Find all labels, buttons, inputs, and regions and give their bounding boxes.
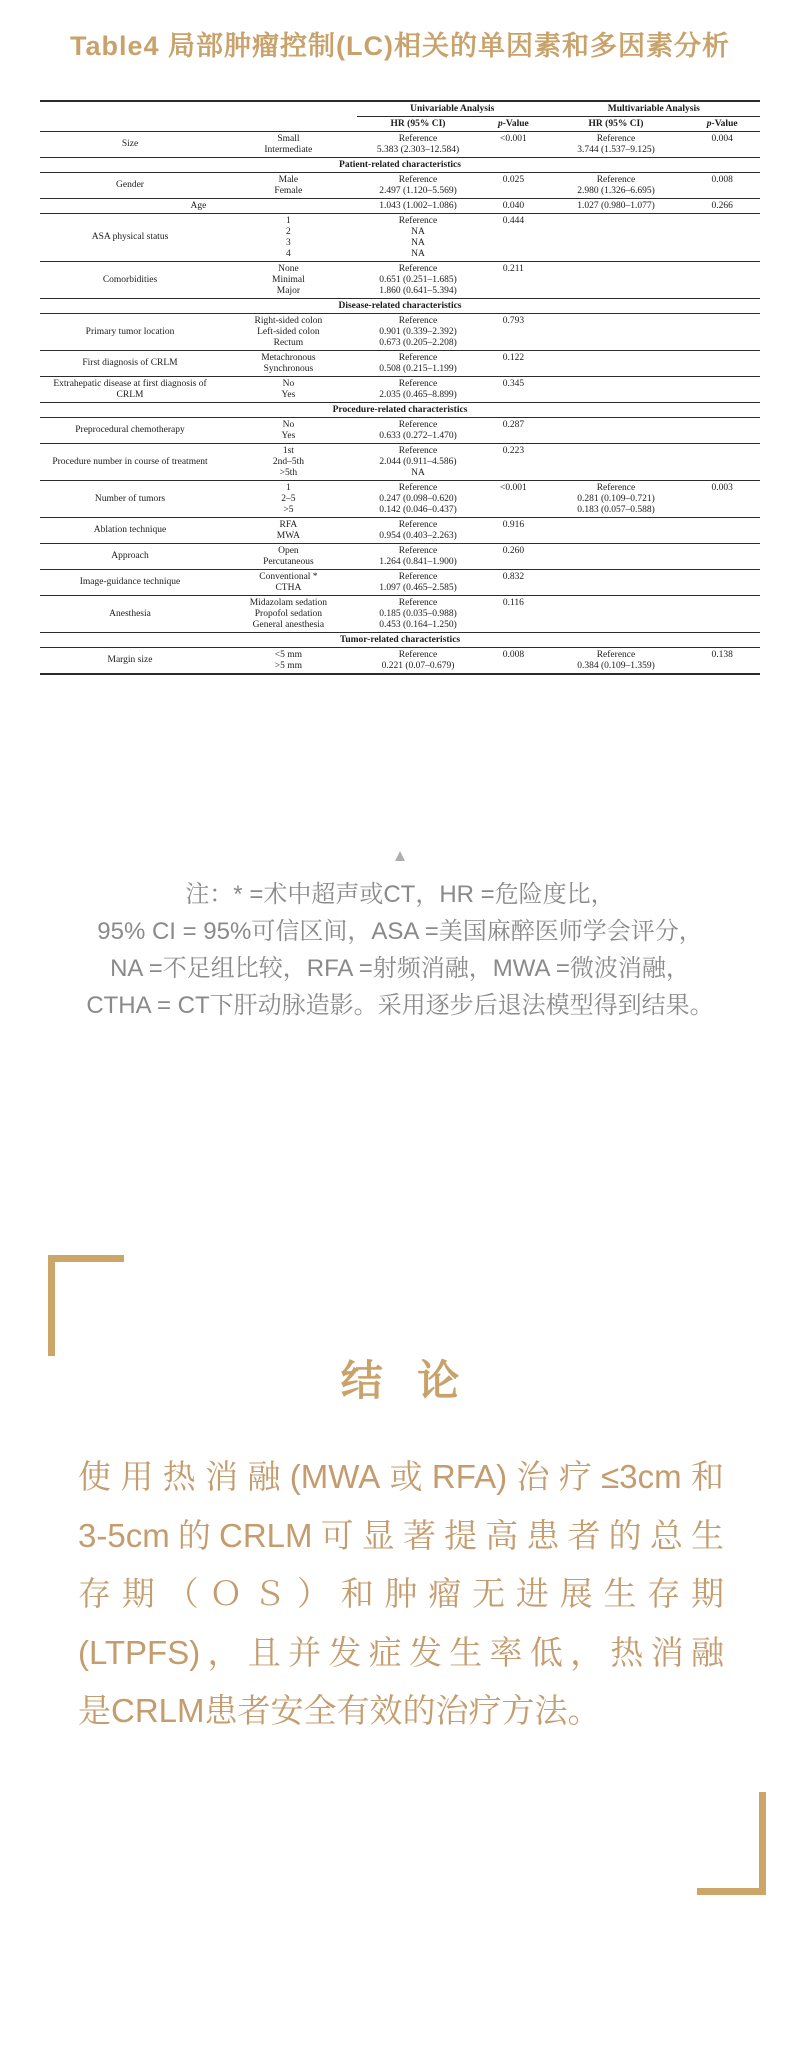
footnote-line: CTHA = CT下肝动脉造影。采用逐步后退法模型得到结果。 [86, 992, 714, 1019]
levels-cell: Small Intermediate [264, 133, 313, 155]
uni-hr-cell: Reference 1.097 (0.465–2.585) [357, 570, 479, 596]
uni-hr-cell: Reference 5.383 (2.303–12.584) [376, 133, 460, 155]
multi-hr-cell [548, 214, 685, 262]
table-row [40, 199, 760, 214]
table-row [40, 214, 760, 262]
multi-hr-cell [548, 570, 685, 596]
levels-cell: Right-sided colon Left-sided colon Rectum [220, 314, 357, 351]
multi-hr-cell [548, 596, 685, 633]
uni-hr-cell: Reference 0.247 (0.098–0.620) 0.142 (0.046–0.437) [357, 481, 479, 518]
uni-hr-cell: Reference 2.035 (0.465–8.899) [357, 377, 479, 403]
table-row [40, 299, 760, 314]
multi-p-cell: 0.138 [684, 648, 760, 675]
uni-p-cell: 0.008 [479, 648, 547, 675]
variable-cell: Ablation technique [40, 518, 220, 544]
multi-p-cell [684, 351, 760, 377]
multi-hr-cell: Reference 0.384 (0.109–1.359) [548, 648, 685, 675]
table-row [40, 648, 760, 675]
table-row [40, 570, 760, 596]
multi-hr-cell [548, 418, 685, 444]
uni-hr-cell: Reference 0.508 (0.215–1.199) [357, 351, 479, 377]
uni-hr-cell: Reference 2.497 (1.120–5.569) [357, 173, 479, 199]
conclusion-line: 存期（ＯＳ）和肿瘤无进展生存期 [78, 1575, 724, 1612]
multi-p-cell [684, 214, 760, 262]
uni-hr-cell: Reference 0.651 (0.251–1.685) 1.860 (0.641–5.394) [357, 262, 479, 299]
multi-hr-cell: 1.027 (0.980–1.077) [548, 199, 685, 214]
table-column-header-row [40, 117, 760, 132]
multi-hr-cell [548, 314, 685, 351]
multi-hr-cell: Reference 0.281 (0.109–0.721) 0.183 (0.057–0.588) [548, 481, 685, 518]
variable-cell: Comorbidities [40, 262, 220, 299]
uni-hr-cell: Reference 0.633 (0.272–1.470) [357, 418, 479, 444]
multi-p-cell: 0.003 [684, 481, 760, 518]
multi-p-cell [684, 314, 760, 351]
multi-p-cell [684, 570, 760, 596]
conclusion-heading: 结 论 [340, 1359, 472, 1405]
levels-cell: Metachronous Synchronous [220, 351, 357, 377]
table-group-header-row [40, 101, 760, 117]
variable-cell: Image-guidance technique [40, 570, 220, 596]
column-header-cell: HR (95% CI) [357, 117, 479, 132]
variable-cell: Extrahepatic disease at first diagnosis of CRLM [40, 377, 220, 403]
levels-cell: Midazolam sedation Propofol sedation General anesthesia [220, 596, 357, 633]
multi-hr-cell [548, 444, 685, 481]
multi-hr-cell [548, 377, 685, 403]
levels-cell: 1 2 3 4 [220, 214, 357, 262]
page-title: Table4 局部肿瘤控制(LC)相关的单因素和多因素分析 [69, 31, 730, 61]
uni-hr-cell: Reference 0.901 (0.339–2.392) 0.673 (0.205–2.208) [357, 314, 479, 351]
multi-p-cell: 0.004 [711, 133, 733, 144]
footnote-line: 注：* =术中超声或CT，HR =危险度比， [185, 881, 615, 908]
levels-cell: 1 2–5 >5 [220, 481, 357, 518]
table-row [40, 377, 760, 403]
levels-cell: Conventional * CTHA [220, 570, 357, 596]
table-body [40, 132, 760, 675]
table-row [40, 351, 760, 377]
table-row [40, 544, 760, 570]
group-header-cell: Multivariable Analysis [548, 101, 760, 117]
section-label-cell: Procedure-related characteristics [40, 403, 760, 418]
table-row [40, 403, 760, 418]
uni-p-cell: <0.001 [479, 481, 547, 518]
multi-hr-cell [548, 262, 685, 299]
levels-cell: RFA MWA [220, 518, 357, 544]
uni-p-cell: 0.916 [479, 518, 547, 544]
collapse-triangle-icon: ▲ [391, 846, 409, 865]
conclusion-line: 是CRLM患者安全有效的治疗方法。 [78, 1692, 601, 1729]
table-row [40, 481, 760, 518]
multi-p-cell [684, 544, 760, 570]
multi-p-cell [684, 518, 760, 544]
analysis-table-container [40, 100, 760, 675]
table-row [40, 518, 760, 544]
multi-p-cell: 0.266 [684, 199, 760, 214]
table-row [40, 173, 760, 199]
corner-bracket-bottom-right-vertical [759, 1792, 766, 1895]
footnote-line: 95% CI = 95%可信区间，ASA =美国麻醉医师学会评分， [97, 918, 703, 945]
section-label-cell: Disease-related characteristics [40, 299, 760, 314]
variable-cell: First diagnosis of CRLM [40, 351, 220, 377]
variable-cell: ASA physical status [40, 214, 220, 262]
multi-hr-cell [548, 544, 685, 570]
column-header-cell: p-Value [479, 117, 547, 132]
multi-p-cell [684, 596, 760, 633]
uni-hr-cell: Reference NA NA NA [357, 214, 479, 262]
group-header-spacer [40, 101, 357, 117]
uni-p-cell: 0.444 [479, 214, 547, 262]
conclusion-line: (LTPFS)，且并发症发生率低，热消融 [78, 1633, 724, 1671]
column-header-spacer [40, 117, 220, 132]
conclusion-line: 使用热消融(MWA或RFA)治疗≤3cm和 [78, 1458, 724, 1495]
variable-cell: Anesthesia [40, 596, 220, 633]
uni-hr-cell: 1.043 (1.002–1.086) [357, 199, 479, 214]
column-header-cell: p-Value [684, 117, 760, 132]
uni-p-cell: 0.122 [479, 351, 547, 377]
corner-bracket-top-left-horizontal [48, 1255, 124, 1262]
uni-p-cell: 0.025 [479, 173, 547, 199]
table-header [40, 101, 760, 132]
group-header-cell: Univariable Analysis [357, 101, 548, 117]
uni-p-cell: 0.345 [479, 377, 547, 403]
variable-cell: Preprocedural chemotherapy [40, 418, 220, 444]
variable-cell: Procedure number in course of treatment [40, 444, 220, 481]
table-row [40, 418, 760, 444]
table-row [40, 158, 760, 173]
corner-bracket-bottom-right-horizontal [697, 1888, 766, 1895]
levels-cell: No Yes [220, 418, 357, 444]
table-row [40, 633, 760, 648]
multi-p-cell [684, 377, 760, 403]
table-row [40, 314, 760, 351]
uni-hr-cell: Reference 1.264 (0.841–1.900) [357, 544, 479, 570]
levels-cell: No Yes [220, 377, 357, 403]
uni-hr-cell: Reference 2.044 (0.911–4.586) NA [357, 444, 479, 481]
uni-hr-cell: Reference 0.954 (0.403–2.263) [357, 518, 479, 544]
multi-hr-cell: Reference 2.980 (1.326–6.695) [548, 173, 685, 199]
multi-hr-cell: Reference 3.744 (1.537–9.125) [577, 133, 655, 155]
levels-cell: Male Female [220, 173, 357, 199]
conclusion-line: 3-5cm的CRLM可显著提高患者的总生 [78, 1516, 724, 1554]
column-header-cell: HR (95% CI) [548, 117, 685, 132]
table-row [40, 132, 760, 158]
variable-cell: Age [40, 199, 357, 214]
uni-hr-cell: Reference 0.185 (0.035–0.988) 0.453 (0.164–1.250) [357, 596, 479, 633]
levels-cell: Open Percutaneous [220, 544, 357, 570]
uni-hr-cell: Reference 0.221 (0.07–0.679) [357, 648, 479, 675]
variable-cell: Approach [40, 544, 220, 570]
section-label-cell: Patient-related characteristics [40, 158, 760, 173]
variable-cell: Primary tumor location [40, 314, 220, 351]
uni-p-cell: 0.832 [479, 570, 547, 596]
table-row [40, 262, 760, 299]
variable-cell: Size [121, 139, 139, 149]
uni-p-cell: 0.260 [479, 544, 547, 570]
uni-p-cell: 0.116 [479, 596, 547, 633]
uni-p-cell: 0.211 [479, 262, 547, 299]
levels-cell: <5 mm >5 mm [220, 648, 357, 675]
variable-cell: Number of tumors [40, 481, 220, 518]
variable-cell: Gender [40, 173, 220, 199]
footnote-line: NA =不足组比较，RFA =射频消融，MWA =微波消融， [110, 955, 690, 982]
variable-cell: Margin size [40, 648, 220, 675]
levels-cell: 1st 2nd–5th >5th [220, 444, 357, 481]
table-footnotes [0, 876, 800, 1024]
uni-p-cell: 0.040 [479, 199, 547, 214]
multi-hr-cell [548, 518, 685, 544]
uni-p-cell: 0.793 [479, 314, 547, 351]
corner-bracket-top-left-vertical [48, 1255, 55, 1356]
analysis-table [40, 100, 760, 675]
table-row [40, 596, 760, 633]
uni-p-cell: <0.001 [500, 133, 527, 144]
multi-p-cell [684, 418, 760, 444]
multi-p-cell: 0.008 [684, 173, 760, 199]
multi-p-cell [684, 444, 760, 481]
levels-cell: None Minimal Major [220, 262, 357, 299]
section-label-cell: Tumor-related characteristics [40, 633, 760, 648]
multi-p-cell [684, 262, 760, 299]
multi-hr-cell [548, 351, 685, 377]
uni-p-cell: 0.223 [479, 444, 547, 481]
conclusion-paragraph [78, 1448, 724, 1741]
uni-p-cell: 0.287 [479, 418, 547, 444]
table-row [40, 444, 760, 481]
column-header-spacer [220, 117, 357, 132]
